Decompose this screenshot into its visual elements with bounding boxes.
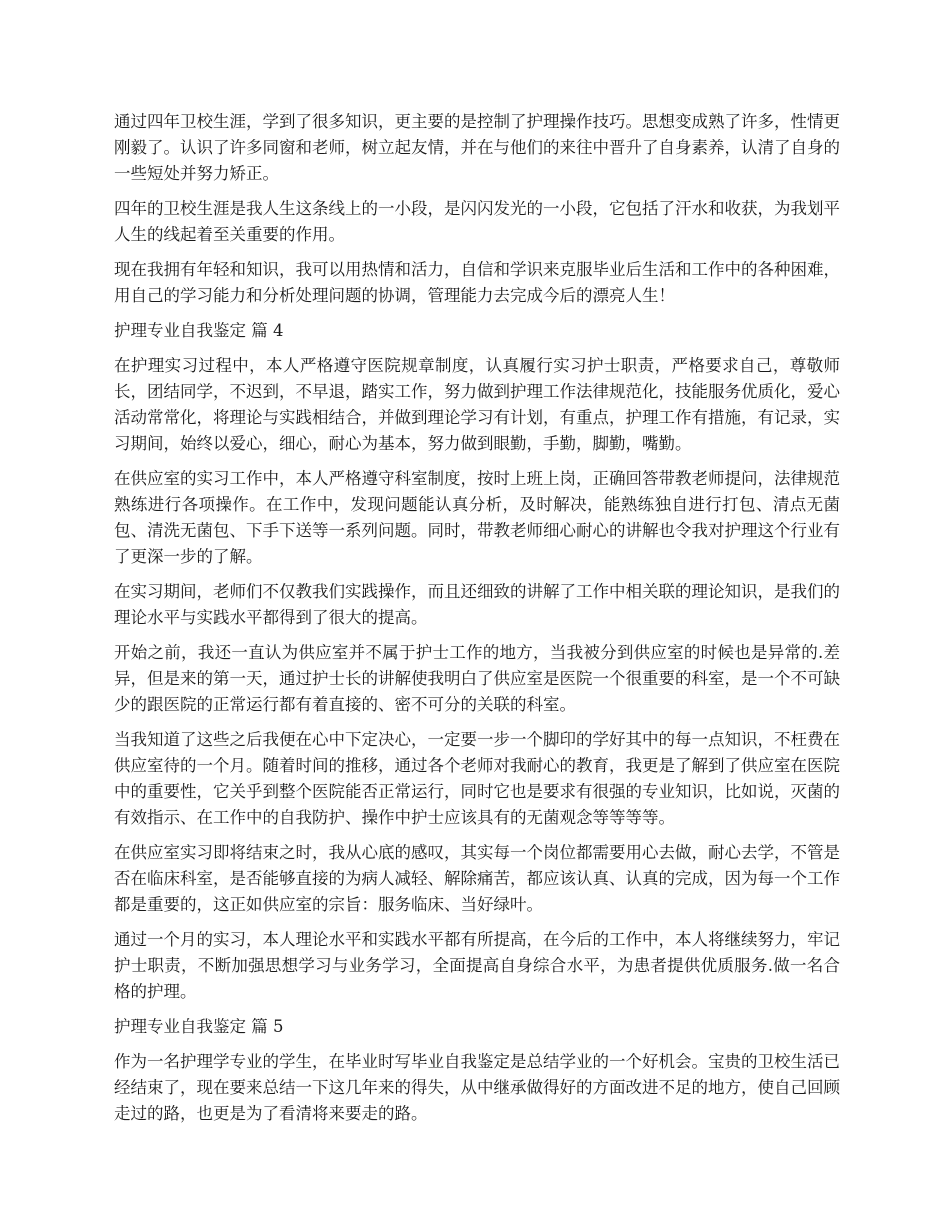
- paragraph: 在护理实习过程中，本人严格遵守医院规章制度，认真履行实习护士职责，严格要求自己，尊敬师长，团结同学，不迟到，不早退，踏实工作，努力做到护理工作法律规范化，技能服务优质化，爱心活动常常化，将理论与实践相结合，并做到理论学习有计划，有重点，护理工作有措施，有记录，实习期间，始终以爱心，细心，耐心为基本，努力做到眼勤，手勤，脚勤，嘴勤。: [114, 356, 840, 453]
- paragraph: 作为一名护理学专业的学生，在毕业时写毕业自我鉴定是总结学业的一个好机会。宝贵的卫校生活已经结束了，现在要来总结一下这几年来的得失，从中继承做得好的方面改进不足的地方，使自己回顾走过的路，也更是为了看清将来要走的路。: [114, 1052, 840, 1123]
- paragraph: 通过一个月的实习，本人理论水平和实践水平都有所提高，在今后的工作中，本人将继续努力，牢记护士职责，不断加强思想学习与业务学习，全面提高自身综合水平，为患者提供优质服务.做一名合格的护理。: [114, 930, 840, 1001]
- paragraph: 在实习期间，老师们不仅教我们实践操作，而且还细致的讲解了工作中相关联的理论知识，是我们的理论水平与实践水平都得到了很大的提高。: [114, 582, 840, 627]
- paragraph: 通过四年卫校生涯，学到了很多知识，更主要的是控制了护理操作技巧。思想变成熟了许多，性情更刚毅了。认识了许多同窗和老师，树立起友情，并在与他们的来往中晋升了自身素养，认清了自身的一些短处并努力矫正。: [114, 112, 840, 183]
- document-body: [114, 109, 840, 1136]
- paragraph: 四年的卫校生涯是我人生这条线上的一小段，是闪闪发光的一小段，它包括了汗水和收获，为我划平人生的线起着至关重要的作用。: [114, 199, 840, 244]
- paragraph: 开始之前，我还一直认为供应室并不属于护士工作的地方，当我被分到供应室的时候也是异常的.差异，但是来的第一天，通过护士长的讲解使我明白了供应室是医院一个很重要的科室，是一个不可缺少的跟医院的正常运行都有着直接的、密不可分的关联的科室。: [114, 643, 840, 714]
- paragraph: 当我知道了这些之后我便在心中下定决心，一定要一步一个脚印的学好其中的每一点知识，不枉费在供应室待的一个月。随着时间的推移，通过各个老师对我耐心的教育，我更是了解到了供应室在医院中的重要性，它关乎到整个医院能否正常运行，同时它也是要求有很强的专业知识，比如说，灭菌的有效指示、在工作中的自我防护、操作中护士应该具有的无菌观念等等等等。: [114, 730, 840, 827]
- paragraph: 现在我拥有年轻和知识，我可以用热情和活力，自信和学识来克服毕业后生活和工作中的各种困难，用自己的学习能力和分析处理问题的协调，管理能力去完成今后的漂亮人生！: [114, 260, 840, 305]
- section-heading: 护理专业自我鉴定 篇 4: [114, 321, 284, 340]
- paragraph: 在供应室实习即将结束之时，我从心底的感叹，其实每一个岗位都需要用心去做，耐心去学，不管是否在临床科室，是否能够直接的为病人减轻、解除痛苦，都应该认真、认真的完成，因为每一个工作都是重要的，这正如供应室的宗旨：服务临床、当好绿叶。: [114, 843, 840, 914]
- paragraph: 在供应室的实习工作中，本人严格遵守科室制度，按时上班上岗，正确回答带教老师提问，法律规范熟练进行各项操作。在工作中，发现问题能认真分析，及时解决，能熟练独自进行打包、清点无菌包、清洗无菌包、下手下送等一系列问题。同时，带教老师细心耐心的讲解也令我对护理这个行业有了更深一步的了解。: [114, 469, 840, 566]
- section-heading: 护理专业自我鉴定 篇 5: [114, 1017, 284, 1036]
